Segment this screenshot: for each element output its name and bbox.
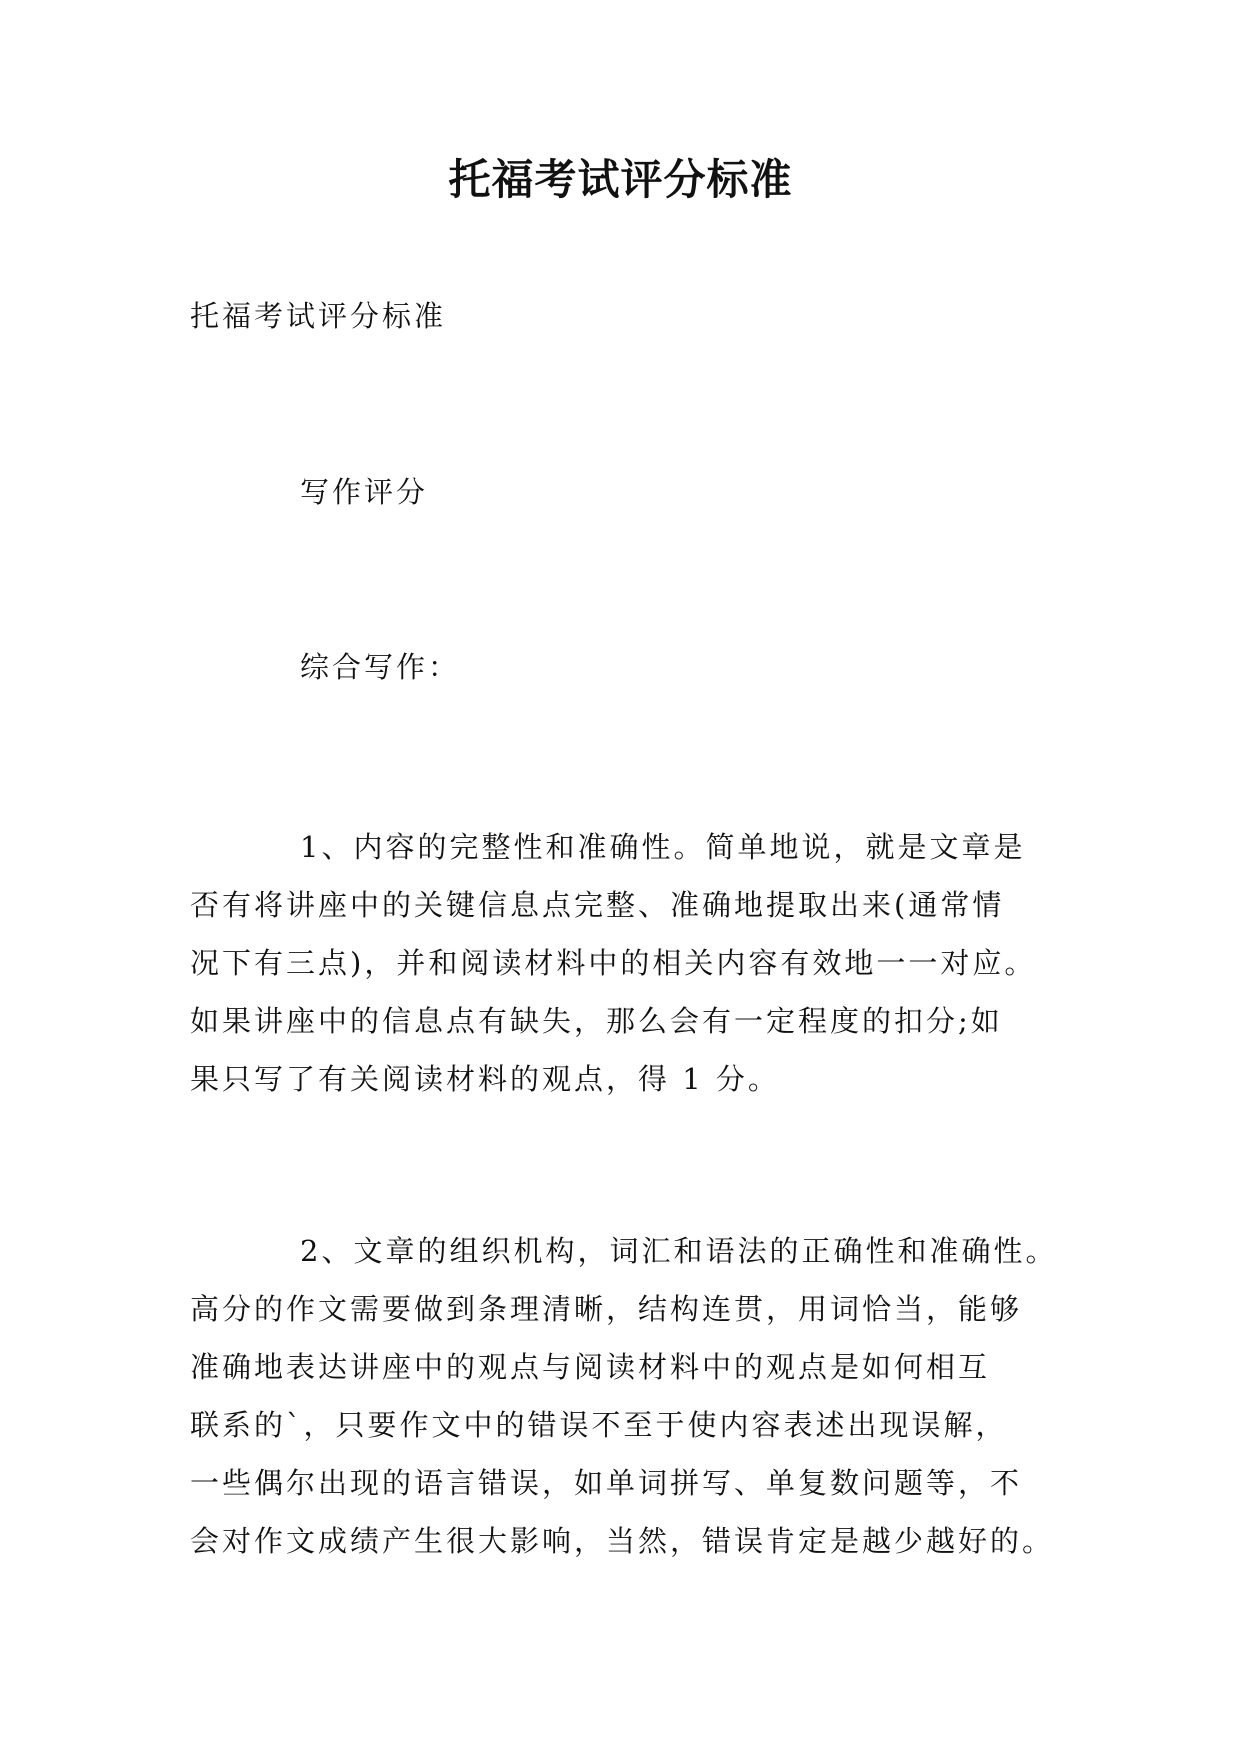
- paragraph-line: 否有将讲座中的关键信息点完整、准确地提取出来(通常情: [190, 888, 1005, 922]
- document-title: 托福考试评分标准: [448, 155, 793, 204]
- paragraph-line: 高分的作文需要做到条理清晰，结构连贯，用词恰当，能够: [190, 1292, 1023, 1326]
- section-heading-writing: 写作评分: [300, 475, 429, 509]
- paragraph-organization-grammar: [190, 1222, 1078, 1570]
- paragraph-content-completeness: [190, 818, 1078, 1108]
- paragraph-line: 联系的`，只要作文中的错误不至于使内容表述出现误解，: [190, 1408, 1008, 1442]
- paragraph-line: 准确地表达讲座中的观点与阅读材料中的观点是如何相互: [190, 1350, 991, 1384]
- paragraph-line: 1、内容的完整性和准确性。简单地说，就是文章是: [300, 830, 1026, 864]
- paragraph-line: 2、文章的组织机构，词汇和语法的正确性和准确性。: [300, 1234, 1058, 1268]
- document-subtitle: 托福考试评分标准: [190, 299, 447, 333]
- paragraph-line: 况下有三点)，并和阅读材料中的相关内容有效地一一对应。: [190, 946, 1037, 980]
- paragraph-line: 一些偶尔出现的语言错误，如单词拼写、单复数问题等，不: [190, 1466, 1023, 1500]
- section-heading-integrated: 综合写作：: [300, 650, 461, 684]
- paragraph-line: 会对作文成绩产生很大影响，当然，错误肯定是越少越好的。: [190, 1524, 1055, 1558]
- paragraph-line: 如果讲座中的信息点有缺失，那么会有一定程度的扣分;如: [190, 1004, 1003, 1038]
- paragraph-line: 果只写了有关阅读材料的观点，得 1 分。: [190, 1062, 780, 1096]
